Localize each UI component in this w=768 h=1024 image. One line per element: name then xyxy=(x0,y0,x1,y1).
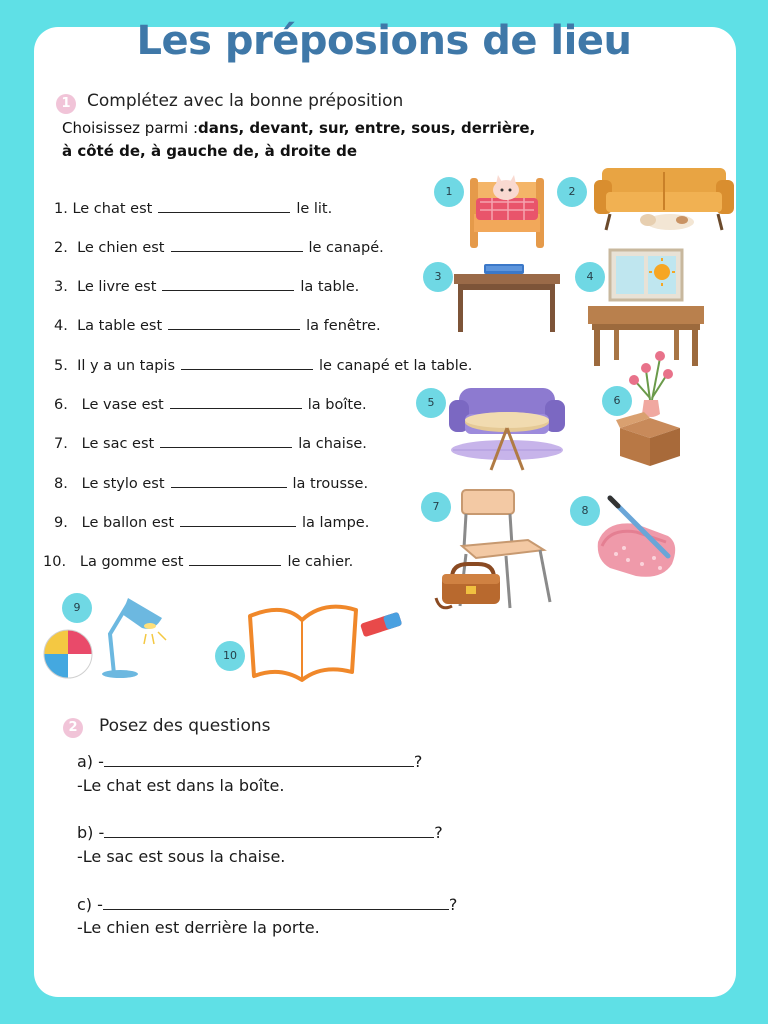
question-prefix: a) - xyxy=(77,752,104,771)
question-prefix: b) - xyxy=(77,823,105,842)
question-b xyxy=(77,823,443,842)
answer-blank[interactable] xyxy=(181,357,313,370)
exercise-item xyxy=(54,435,367,452)
exercise-item xyxy=(54,475,368,492)
exercise-number: 9. xyxy=(54,515,68,531)
exercise-item xyxy=(43,553,353,570)
sofa-with-dog-icon xyxy=(594,166,734,236)
answer-blank[interactable] xyxy=(171,475,287,488)
section-1-heading: Complétez avec la bonne préposition xyxy=(87,91,404,111)
section-2-badge: 2 xyxy=(63,718,83,738)
question-prefix: c) - xyxy=(77,895,103,914)
exercise-text-before: Le chien est xyxy=(77,240,165,256)
answer-blank[interactable] xyxy=(168,317,300,330)
exercise-number: 10. xyxy=(43,554,67,570)
picture-badge-8: 8 xyxy=(570,496,600,526)
exercise-text-before: Il y a un tapis xyxy=(77,358,176,374)
question-blank[interactable] xyxy=(103,897,449,910)
exercise-text-after: la trousse. xyxy=(292,476,369,492)
answer-b: -Le sac est sous la chaise. xyxy=(77,847,286,866)
exercise-item xyxy=(54,278,359,295)
question-mark: ? xyxy=(448,895,458,914)
exercise-text-after: le lit. xyxy=(296,201,333,217)
exercise-text-after: la table. xyxy=(300,279,360,295)
exercise-text-before: La table est xyxy=(77,318,163,334)
exercise-number: 7. xyxy=(54,436,68,452)
question-blank[interactable] xyxy=(104,754,414,767)
picture-badge-4: 4 xyxy=(575,262,605,292)
exercise-number: 6. xyxy=(54,397,68,413)
exercise-item xyxy=(54,357,472,374)
notebook-and-eraser-icon xyxy=(244,596,404,684)
picture-badge-9: 9 xyxy=(62,593,92,623)
section-2-heading: Posez des questions xyxy=(99,716,271,736)
exercise-number: 1. xyxy=(54,201,68,217)
question-mark: ? xyxy=(413,752,423,771)
instruction-options-1: dans, devant, sur, entre, sous, derrière, xyxy=(198,119,536,137)
exercise-item xyxy=(54,200,332,217)
exercise-number: 2. xyxy=(54,240,68,256)
picture-badge-7: 7 xyxy=(421,492,451,522)
answer-blank[interactable] xyxy=(171,239,303,252)
picture-badge-1: 1 xyxy=(434,177,464,207)
desk-with-book-icon xyxy=(454,262,562,334)
exercise-text-before: Le stylo est xyxy=(81,476,165,492)
exercise-text-after: la chaise. xyxy=(298,436,367,452)
exercise-text-after: le canapé. xyxy=(308,240,384,256)
instruction-prefix: Choisissez parmi : xyxy=(62,119,199,137)
exercise-text-after: la boîte. xyxy=(307,397,367,413)
answer-blank[interactable] xyxy=(158,200,290,213)
exercise-text-after: le canapé et la table. xyxy=(319,358,473,374)
exercise-text-after: la fenêtre. xyxy=(306,318,381,334)
question-c xyxy=(77,895,457,914)
picture-badge-10: 10 xyxy=(215,641,245,671)
exercise-text-before: Le vase est xyxy=(81,397,164,413)
answer-a: -Le chat est dans la boîte. xyxy=(77,776,285,795)
exercise-text-before: La gomme est xyxy=(79,554,184,570)
instruction-line-2 xyxy=(62,142,357,160)
answer-blank[interactable] xyxy=(180,514,296,527)
vase-on-box-icon xyxy=(616,348,686,468)
exercise-text-after: le cahier. xyxy=(287,554,354,570)
exercise-item xyxy=(54,317,381,334)
exercise-number: 4. xyxy=(54,318,68,334)
picture-badge-3: 3 xyxy=(423,262,453,292)
pencil-case-with-pen-icon xyxy=(596,494,680,580)
exercise-text-before: Le livre est xyxy=(77,279,157,295)
exercise-item xyxy=(54,514,369,531)
exercise-number: 5. xyxy=(54,358,68,374)
exercise-item xyxy=(54,396,367,413)
picture-badge-5: 5 xyxy=(416,388,446,418)
exercise-text-before: Le ballon est xyxy=(81,515,175,531)
instruction-line-1 xyxy=(62,119,535,137)
instruction-options-2: à côté de, à gauche de, à droite de xyxy=(62,142,358,160)
ball-and-lamp-icon xyxy=(42,594,170,680)
question-blank[interactable] xyxy=(104,825,434,838)
exercise-number: 8. xyxy=(54,476,68,492)
exercise-number: 3. xyxy=(54,279,68,295)
sofa-table-rug-icon xyxy=(449,386,565,476)
chair-with-bag-icon xyxy=(436,488,556,612)
picture-badge-2: 2 xyxy=(557,177,587,207)
exercise-text-before: Le sac est xyxy=(81,436,155,452)
question-mark: ? xyxy=(434,823,443,842)
answer-blank[interactable] xyxy=(160,435,292,448)
answer-blank[interactable] xyxy=(162,278,294,291)
exercise-text-before: Le chat est xyxy=(72,201,153,217)
bed-with-cat-icon xyxy=(468,170,548,250)
exercise-text-after: la lampe. xyxy=(302,515,370,531)
question-a xyxy=(77,752,422,771)
answer-blank[interactable] xyxy=(170,396,302,409)
answer-blank[interactable] xyxy=(189,553,281,566)
picture-badge-6: 6 xyxy=(602,386,632,416)
answer-c: -Le chien est derrière la porte. xyxy=(77,918,320,937)
page-title: Les préposions de lieu xyxy=(136,18,632,64)
exercise-item xyxy=(54,239,384,256)
section-1-badge: 1 xyxy=(56,94,76,114)
